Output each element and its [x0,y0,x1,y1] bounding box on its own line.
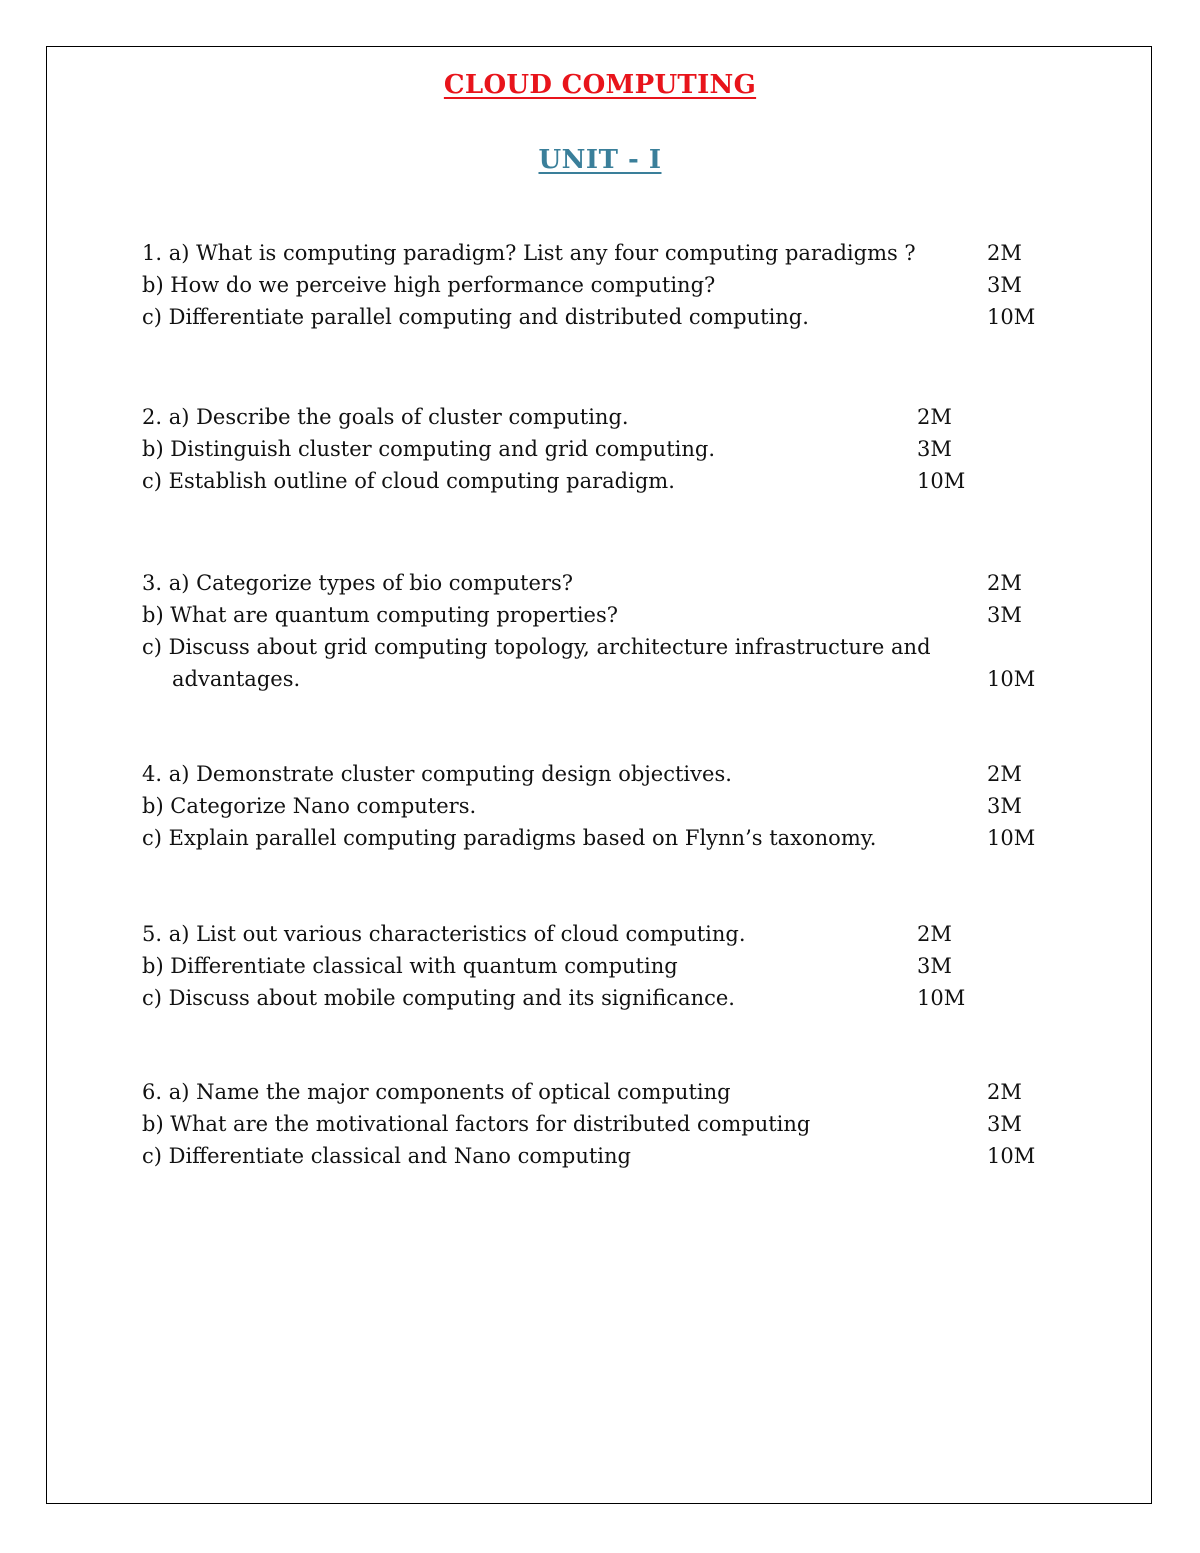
question-2 [142,401,1062,497]
question-text: 6. a) Name the major components of optical computing [142,1080,731,1104]
question-text: 5. a) List out various characteristics of cloud computing. [142,922,746,946]
marks: 3M [987,794,1022,818]
marks: 3M [987,603,1022,627]
question-text: b) Categorize Nano computers. [142,794,477,818]
question-text: b) What are the motivational factors for distributed computing [142,1112,811,1136]
question-part [142,918,1062,950]
question-text: c) Discuss about mobile computing and its significance. [142,986,735,1010]
question-3 [142,567,1062,695]
question-4 [142,758,1062,854]
question-text: b) Differentiate classical with quantum computing [142,954,678,978]
marks: 2M [987,1080,1022,1104]
question-part [142,301,1062,333]
marks: 2M [917,405,952,429]
question-text: b) What are quantum computing properties? [142,603,619,627]
marks: 10M [987,305,1036,329]
question-text: c) Differentiate parallel computing and distributed computing. [142,305,809,329]
question-text: c) Explain parallel computing paradigms based on Flynn’s taxonomy. [142,826,877,850]
question-part [142,465,1062,497]
question-part [142,790,1062,822]
question-part [142,758,1062,790]
marks: 2M [987,571,1022,595]
marks: 10M [917,986,966,1010]
marks: 3M [917,437,952,461]
unit-heading: UNIT - I [538,145,662,175]
marks: 10M [987,1144,1036,1168]
question-1 [142,237,1062,333]
question-text: c) Differentiate classical and Nano computing [142,1144,631,1168]
question-text: b) How do we perceive high performance computing? [142,273,716,297]
question-text: 1. a) What is computing paradigm? List any four computing paradigms ? [142,241,916,265]
marks: 3M [987,273,1022,297]
question-text: b) Distinguish cluster computing and grid computing. [142,437,715,461]
question-text: c) Establish outline of cloud computing paradigm. [142,469,675,493]
marks: 2M [917,922,952,946]
question-part [142,982,1062,1014]
marks: 10M [917,469,966,493]
question-part [142,567,1062,599]
question-part [142,631,1062,663]
question-6 [142,1076,1062,1172]
marks: 3M [917,954,952,978]
question-part [142,822,1062,854]
question-part [142,663,1062,695]
question-part [142,1108,1062,1140]
question-part [142,1140,1062,1172]
marks: 2M [987,241,1022,265]
question-part [142,433,1062,465]
question-part [142,269,1062,301]
marks: 10M [987,826,1036,850]
marks: 2M [987,762,1022,786]
marks: 3M [987,1112,1022,1136]
question-text: advantages. [172,667,301,691]
question-text: c) Discuss about grid computing topology, architecture infrastructure and [142,635,931,659]
question-part [142,401,1062,433]
marks: 10M [987,667,1036,691]
question-part [142,237,1062,269]
question-text: 2. a) Describe the goals of cluster computing. [142,405,629,429]
question-part [142,950,1062,982]
question-part [142,599,1062,631]
question-part [142,1076,1062,1108]
question-5 [142,918,1062,1014]
question-text: 4. a) Demonstrate cluster computing design objectives. [142,762,732,786]
document-title: CLOUD COMPUTING [443,70,757,100]
question-text: 3. a) Categorize types of bio computers? [142,571,573,595]
